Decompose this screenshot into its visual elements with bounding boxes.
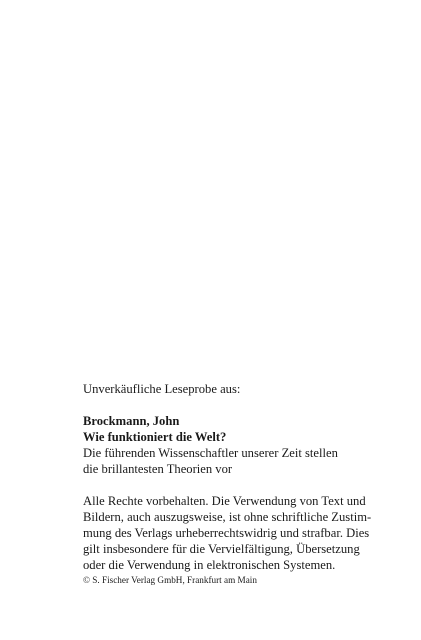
rights-line: gilt insbesondere für die Vervielfältigung, Übersetzung: [83, 542, 360, 556]
copyright-notice: © S. Fischer Verlag GmbH, Frankfurt am Main: [83, 575, 257, 585]
book-author: Brockmann, John: [83, 414, 180, 428]
rights-line: mung des Verlags urheberrechtswidrig und strafbar. Dies: [83, 526, 370, 540]
spacer: [83, 477, 383, 493]
book-subtitle-line: die brillantesten Theorien vor: [83, 462, 233, 476]
rights-line: oder die Verwendung in elektronischen Systemen.: [83, 558, 336, 572]
spacer: [83, 397, 383, 413]
rights-line: Bildern, auch auszugsweise, ist ohne schriftliche Zustim-: [83, 510, 372, 524]
intro-text: Unverkäufliche Leseprobe aus:: [83, 382, 241, 396]
rights-line: Alle Rechte vorbehalten. Die Verwendung von Text und: [83, 494, 366, 508]
book-subtitle-line: Die führenden Wissenschaftler unserer Zeit stellen: [83, 446, 338, 460]
book-title: Wie funktioniert die Welt?: [83, 430, 227, 444]
imprint-block: [83, 381, 383, 587]
